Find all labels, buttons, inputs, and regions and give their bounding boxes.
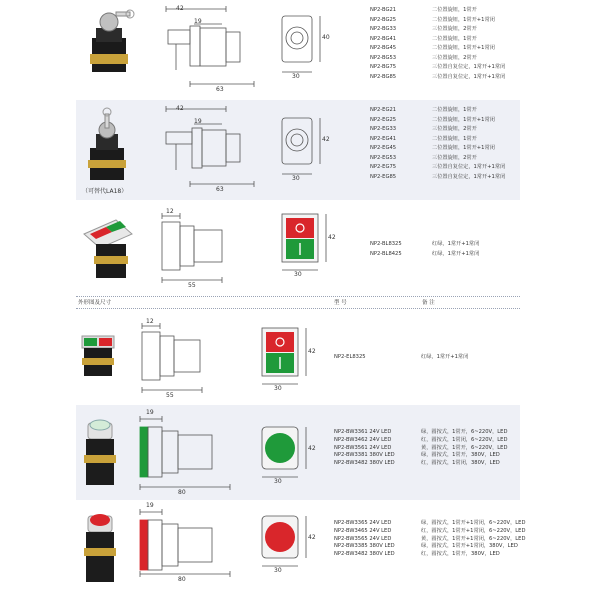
model-code: NP2-BG21 — [370, 7, 397, 13]
round-front-drawing-green — [262, 427, 306, 477]
dim-height-el: 42 — [308, 348, 316, 355]
model-code: NP2-BW3561 24V LED — [334, 444, 392, 451]
model-desc: 绿，圆按式，1常开+1常闭，380V，LED — [421, 543, 518, 550]
header-remarks: 备 注 — [422, 300, 435, 306]
replacement-caption: （可替代LA18） — [82, 188, 128, 195]
section-eg — [76, 100, 520, 200]
model-desc: 三位置旋钮，2常开 — [432, 154, 477, 161]
model-code: NP2-EG53 — [370, 154, 397, 161]
dim-bottom-bl: 55 — [188, 282, 196, 289]
model-desc: 二位置旋钮，1常开 — [432, 35, 477, 42]
model-codes-el — [334, 354, 366, 362]
front-view-drawing — [282, 16, 320, 72]
model-desc: 三位置旋钮，2常开 — [432, 26, 477, 32]
dim-top-bl: 12 — [166, 208, 174, 215]
model-descs-el — [421, 354, 468, 362]
model-code: NP2-BG85 — [370, 73, 397, 80]
model-desc: 三位置旋钮，2常开 — [432, 126, 477, 132]
model-code: NP2-BG25 — [370, 16, 397, 23]
model-desc: 三位置自复位定，1常开+1常闭 — [432, 73, 506, 80]
divider — [76, 296, 520, 297]
model-desc: 二位置旋钮，1常开+1常闭 — [432, 116, 495, 123]
model-desc: 二位置旋钮，1常开+1常闭 — [432, 145, 495, 151]
model-desc: 三位置自复位定，1常开+1常闭 — [432, 173, 506, 180]
model-code: NP2-EG85 — [370, 173, 397, 180]
twin-front-drawing — [282, 214, 326, 270]
model-desc: 二位置旋钮，1常开 — [432, 135, 477, 142]
dim-side-el: 30 — [274, 385, 282, 392]
model-desc: 红，圆按式，1常闭，380V，LED — [421, 460, 500, 467]
model-desc: 红绿，1常开+1常闭 — [432, 241, 480, 247]
front-view-drawing — [282, 118, 320, 174]
dim-bottom-bw: 80 — [178, 489, 186, 496]
illuminated-button-photo-green — [84, 420, 116, 485]
model-code: NP2-BG53 — [370, 54, 397, 61]
dim-top-bg: 42 — [176, 5, 184, 12]
model-code: NP2-EG33 — [370, 126, 397, 132]
model-codes-bw2 — [334, 520, 395, 559]
section-bw — [76, 405, 520, 500]
section-bw2 — [76, 500, 526, 600]
model-code: NP2-BW3462 24V LED — [334, 436, 392, 443]
model-desc: 绿，圆按式，1常开，380V，LED — [421, 452, 500, 459]
dim-top-bw2: 19 — [146, 502, 154, 509]
side-view-drawing — [140, 416, 230, 490]
model-code: NP2-EG25 — [370, 116, 397, 123]
dim-top-el: 12 — [146, 318, 154, 325]
dim-top-bw: 19 — [146, 409, 154, 416]
model-desc: 红绿，1常开+1常闭 — [432, 250, 480, 257]
model-code: NP2-BG75 — [370, 64, 397, 70]
model-desc: 三位置自复位定，1常开+1常闭 — [432, 64, 506, 70]
header-model: 型 号 — [334, 300, 347, 306]
twin-front-drawing — [262, 328, 306, 384]
model-desc: 二位置旋钮，1常开+1常闭 — [432, 45, 495, 51]
model-desc: 黄，圆按式，1常开，6~220V，LED — [421, 444, 508, 451]
twin-button-photo — [84, 220, 132, 278]
side-view-drawing — [162, 213, 222, 283]
dim-top-eg: 42 — [176, 105, 184, 112]
model-code: NP2-BW3381 380V LED — [334, 452, 395, 459]
model-code: NP2-BW3365 24V LED — [334, 520, 392, 526]
dim-inner-bg: 19 — [194, 18, 202, 25]
key-selector-photo — [90, 10, 134, 72]
dim-bottom-bg: 63 — [216, 86, 224, 93]
model-codes-bw — [334, 429, 395, 468]
header-shape-dimensions: 外形图及尺寸 — [78, 300, 112, 306]
key-switch-photo — [88, 108, 126, 180]
dim-side-bg: 30 — [292, 73, 300, 80]
model-code: NP2-EG41 — [370, 135, 397, 142]
dim-side-bw: 30 — [274, 478, 282, 485]
model-code: NP2-EG75 — [370, 164, 397, 170]
model-descs-bl — [432, 240, 479, 259]
model-code: NP2-EG45 — [370, 145, 397, 151]
model-desc: 黄，圆按式，1常开+1常闭，6~220V，LED — [421, 535, 526, 542]
model-code: NP2-BG45 — [370, 45, 397, 51]
section-bg — [76, 0, 520, 100]
catalog-sheet — [76, 0, 526, 600]
model-code: NP2-BG33 — [370, 26, 397, 32]
model-desc: 绿，圆按式，1常开，6~220V，LED — [421, 429, 508, 435]
dim-side-bl: 30 — [294, 271, 302, 278]
dim-bottom-eg: 63 — [216, 186, 224, 193]
model-desc: 二位置旋钮，1常开 — [432, 7, 477, 13]
model-desc: 红，圆按式，1常开，380V，LED — [421, 551, 500, 558]
side-view-drawing — [166, 6, 254, 87]
model-codes-bl — [370, 240, 402, 259]
model-desc: 二位置旋钮，1常开+1常闭 — [432, 16, 495, 23]
model-desc: 三位置旋钮，2常开 — [432, 54, 477, 61]
model-code: NP2-BW3565 24V LED — [334, 535, 392, 542]
dim-inner-eg: 19 — [194, 118, 202, 125]
model-code: NP2-BL8425 — [370, 250, 402, 257]
side-view-drawing — [166, 106, 254, 187]
dim-height-bw2: 42 — [308, 534, 316, 541]
dim-side-eg: 30 — [292, 175, 300, 182]
section-el — [76, 310, 520, 405]
dim-bottom-bw2: 80 — [178, 576, 186, 583]
divider — [76, 308, 520, 309]
model-code: NP2-BW3482 380V LED — [334, 460, 395, 467]
dim-height-eg: 42 — [322, 136, 330, 143]
section-bl — [76, 200, 520, 296]
side-view-drawing — [140, 509, 230, 577]
side-view-drawing — [142, 323, 202, 393]
twin-button-photo-2 — [82, 336, 114, 376]
model-code: NP2-BW3385 380V LED — [334, 543, 395, 550]
model-desc: 绿，圆按式，1常开+1常闭，6~220V，LED — [421, 520, 526, 526]
model-codes-bg — [370, 6, 396, 82]
model-descs-eg — [432, 106, 505, 182]
dim-height-bl: 42 — [328, 234, 336, 241]
model-code: NP2-EL8325 — [334, 354, 366, 360]
model-descs-bg — [432, 6, 505, 82]
model-codes-eg — [370, 106, 396, 182]
model-code: NP2-BW3361 24V LED — [334, 429, 392, 435]
model-desc: 红，圆按式，1常开+1常闭，6~220V，LED — [421, 527, 526, 534]
round-front-drawing-red — [262, 516, 306, 566]
model-code: NP2-BG41 — [370, 35, 397, 42]
dim-height-bw: 42 — [308, 445, 316, 452]
model-desc: 红，圆按式，1常闭，6~220V，LED — [421, 436, 508, 443]
model-descs-bw — [421, 429, 507, 468]
model-desc: 三位置自复位定，1常开+1常闭 — [432, 164, 506, 170]
dim-height-bg: 40 — [322, 34, 330, 41]
model-descs-bw2 — [421, 520, 525, 559]
illuminated-button-photo-red — [84, 514, 116, 582]
dim-bottom-el: 55 — [166, 392, 174, 399]
model-code: NP2-BW3465 24V LED — [334, 527, 392, 534]
model-desc: 红绿，1常开+1常闭 — [421, 354, 469, 360]
model-code: NP2-EG21 — [370, 107, 397, 113]
dim-side-bw2: 30 — [274, 567, 282, 574]
model-code: NP2-BL8325 — [370, 241, 402, 247]
model-desc: 二位置旋钮，1常开 — [432, 107, 477, 113]
model-code: NP2-BW3482 380V LED — [334, 551, 395, 558]
